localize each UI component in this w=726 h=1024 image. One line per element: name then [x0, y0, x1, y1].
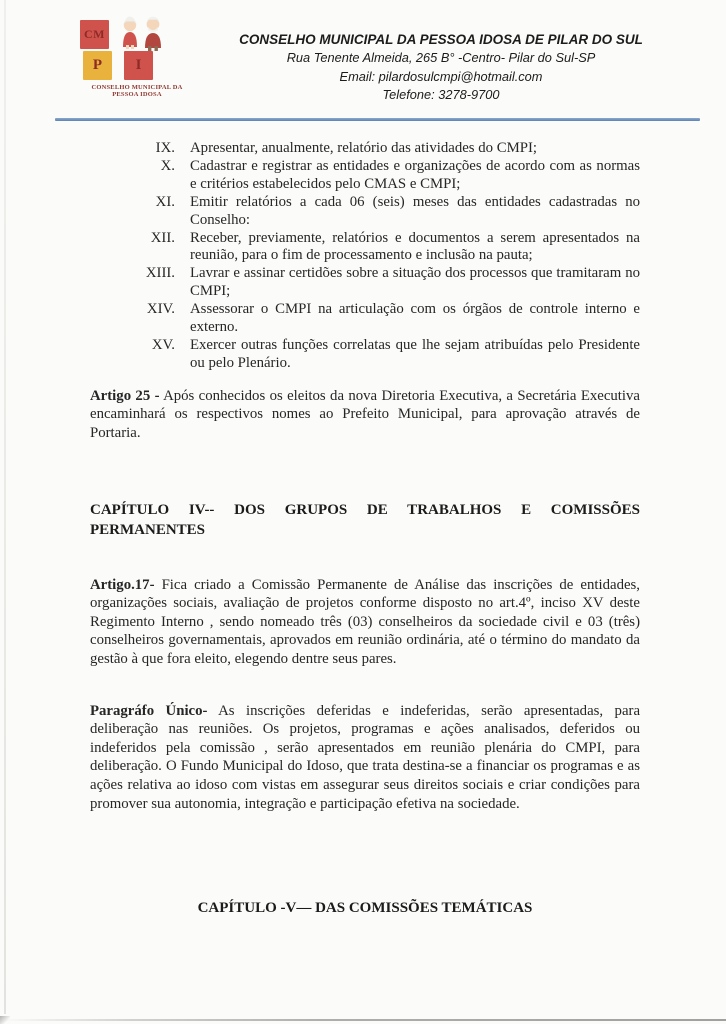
email-line: Email: pilardosulcmpi@hotmail.com: [339, 68, 543, 84]
list-item-numeral: XI.: [155, 193, 175, 210]
logo-square-cm: CM: [80, 20, 109, 49]
list-item-text: Cadastrar e registrar as entidades e organizações de acordo com as normas e critérios estabelecidos pelo CMAS e CMPI;: [190, 157, 640, 192]
artigo-17-label: Artigo.17-: [90, 576, 155, 593]
list-item-numeral: XIV.: [146, 301, 175, 318]
list-item: [90, 230, 640, 266]
elderly-couple-icon: [117, 15, 171, 65]
paragrafo-unico-text: As inscrições deferidas e indeferidas, serão apresentadas, para deliberação nas reuniões. Os projetos, programas e ações analisados, deferidos ou indeferidos pela comissão , serão apresentados em reunião plenária do CMPI, para deliberação. O Fundo Municipal do Idoso, que trata destina-se a financiar os programas e as ações relativa ao idoso com vistas em assegurar seus direitos sociais e criar condições para promover sua autonomia, integração e participação efetiva na sociedade.: [90, 702, 641, 812]
list-item-numeral: IX.: [155, 140, 175, 156]
list-item-text: Emitir relatórios a cada 06 (seis) meses das entidades cadastradas no Conselho:: [190, 193, 640, 228]
paragrafo-unico-label: Paragráfo Único-: [90, 702, 208, 719]
chapter-4-heading-line2: PERMANENTES: [90, 521, 206, 538]
artigo-17-text: Fica criado a Comissão Permanente de Análise das inscrições de entidades, organizações sociais, avaliação de projetos conforme disposto no art.4º, inciso XV deste Regimento Interno , sendo nomeado três (03) conselheiros da sociedade civil e 03 (três) conselheiros governamentais, aprovados em reunião ordinária, até o término do mandato da gestão à que fora eleito, elegendo dentre seus pares.: [90, 576, 640, 667]
paragrafo-unico-paragraph: [90, 702, 640, 814]
artigo-25-paragraph: [90, 387, 640, 443]
list-item-text: Assessorar o CMPI na articulação com os órgãos de controle interno e externo.: [190, 301, 640, 336]
logo-square-i: I: [124, 51, 153, 80]
list-item-numeral: X.: [160, 157, 175, 174]
list-item-numeral: XII.: [150, 229, 175, 246]
org-name: CONSELHO MUNICIPAL DA PESSOA IDOSA DE PILAR DO SUL: [239, 32, 643, 47]
chapter-4-heading: [90, 500, 640, 540]
logo-square-p: P: [83, 51, 112, 80]
list-item: [90, 265, 640, 301]
list-item-numeral: XV.: [151, 336, 175, 353]
list-item: [90, 194, 640, 230]
list-item: [90, 140, 640, 158]
list-item-numeral: XIII.: [145, 265, 175, 282]
logo-caption: [76, 84, 198, 98]
document-body: [0, 121, 726, 918]
list-item: [90, 337, 640, 373]
chapter-5-heading: CAPÍTULO -V— DAS COMISSÕES TEMÁTICAS: [197, 900, 533, 917]
cmpi-logo: [76, 16, 198, 108]
roman-numeral-list: [90, 140, 640, 373]
artigo-25-text: Após conhecidos os eleitos da nova Diretoria Executiva, a Secretária Executiva encaminhará os respectivos nomes ao Prefeito Municipal, para aprovação através de Portaria.: [90, 387, 640, 441]
logo-caption-line2: PESSOA IDOSA: [112, 91, 162, 98]
chapter-4-heading-line1: CAPÍTULO IV-- DOS GRUPOS DE TRABALHOS E COMISSÕES: [90, 501, 640, 518]
list-item: [90, 158, 640, 194]
scan-corner-artifact: [0, 1016, 10, 1024]
list-item-text: Lavrar e assinar certidões sobre a situação dos processos que tramitaram no CMPI;: [190, 265, 640, 300]
scan-bottom-edge-artifact: [0, 1019, 726, 1021]
document-header: [0, 0, 726, 108]
artigo-25-label: Artigo 25 -: [90, 387, 160, 404]
list-item-text: Apresentar, anualmente, relatório das atividades do CMPI;: [190, 140, 538, 156]
list-item-text: Exercer outras funções correlatas que lhe sejam atribuídas pelo Presidente ou pelo Plenário.: [190, 336, 640, 371]
address-line: Rua Tenente Almeida, 265 B° -Centro- Pilar do Sul-SP: [286, 50, 596, 65]
list-item-text: Receber, previamente, relatórios e documentos a serem apresentados na reunião, para o fim de processamento e inclusão na pauta;: [190, 229, 640, 264]
scan-left-edge-artifact: [4, 0, 6, 1014]
letterhead-text: [198, 16, 684, 105]
list-item: [90, 301, 640, 337]
logo-caption-line1: CONSELHO MUNICIPAL DA: [91, 84, 183, 91]
artigo-17-paragraph: [90, 576, 640, 669]
phone-line: Telefone: 3278-9700: [382, 87, 500, 102]
